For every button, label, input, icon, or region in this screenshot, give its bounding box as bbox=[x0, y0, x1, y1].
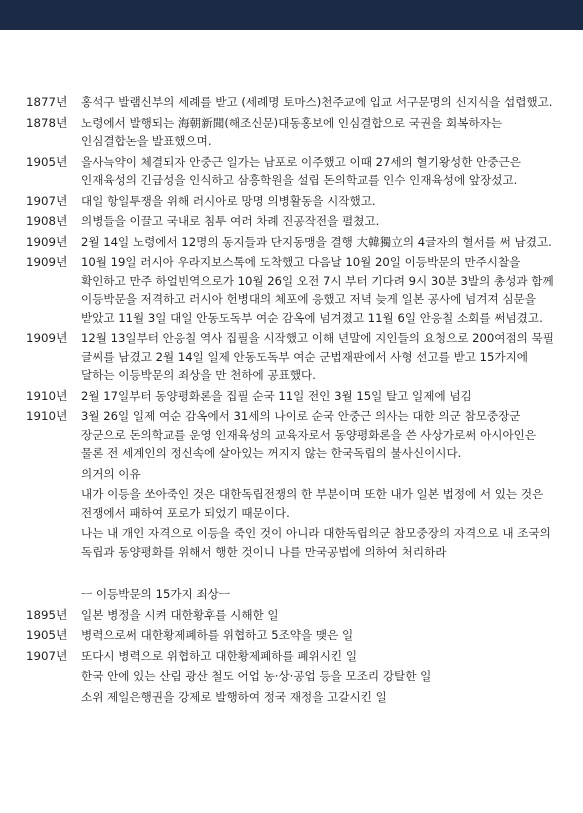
timeline-entry bbox=[26, 407, 558, 561]
entry-text-block bbox=[81, 407, 558, 561]
timeline-entry bbox=[26, 253, 558, 327]
entry-year: 1908년 bbox=[26, 214, 68, 228]
entry-text: 2월 14일 노령에서 12명의 동지들과 단지동맹을 결행 大韓獨立의 4글자의 혈서를 써 남겼고. bbox=[81, 234, 552, 249]
crimes-section bbox=[26, 585, 558, 706]
entry-text: 10월 19일 러시아 우라지보스톡에 도착했고 다음날 10월 20일 이등박문의 만주시찰을 확인하고 만주 하얼빈역으로가 10월 26일 오전 7시 부터 기다려 9시 30분 3발의 총성과 함께 이등박문을 저격하고 러시아 헌병대의 체포에 응했고 저녁 늦게 일본 공사에 넘겨져 심문을 받았고 11월 3일 대일 안동도독부 여순 감옥에 넘겨졌고 11월 6일 안응칠 소회를 써넘겼고. bbox=[81, 255, 554, 325]
entry-text: 대일 항일투쟁을 위해 러시아로 망명 의병활동을 시작했고. bbox=[81, 193, 376, 208]
crime-text: 소위 제일은행권을 강제로 발행하여 정국 재정을 고갈시킨 일 bbox=[81, 689, 387, 704]
top-header-bar bbox=[0, 0, 583, 30]
entry-year: 1910년 bbox=[26, 388, 68, 403]
entry-year: 1907년 bbox=[26, 193, 68, 208]
entry-year: 1878년 bbox=[26, 115, 68, 130]
timeline-entry bbox=[26, 212, 558, 231]
timeline-entry bbox=[26, 233, 558, 252]
crimes-heading: ㅡ 이등박문의 15가지 죄상ㅡ bbox=[81, 587, 231, 601]
entry-year: 1910년 bbox=[26, 409, 68, 423]
reasons-heading: 의거의 이유 bbox=[81, 466, 141, 481]
timeline-entry bbox=[26, 153, 558, 190]
entry-year: 1909년 bbox=[26, 255, 68, 269]
crime-text: 일본 병정을 시켜 대한황후를 시해한 일 bbox=[81, 607, 279, 622]
section-gap bbox=[26, 563, 558, 585]
entry-text: 의병들을 이끌고 국내로 침투 여러 차례 진공작전을 펼쳤고. bbox=[81, 214, 380, 228]
timeline-entry bbox=[26, 192, 558, 211]
crime-text: 병력으로써 대한황제폐하를 위협하고 5조약을 맺은 일 bbox=[81, 628, 354, 642]
entry-text: 3월 26일 일제 여순 감옥에서 31세의 나이로 순국 안중근 의사는 대한 의군 참모중장군 장군으로 돈의학교를 운영 인재육성의 교육자로서 동양평화론을 쓴 사상가로써 아시아인은 물론 전 세계인의 정신속에 살아있는 꺼지지 않는 한국독립의 불사신이시다. bbox=[81, 409, 537, 460]
entry-text: 12월 13일부터 안응칠 역사 집필을 시작했고 이해 년말에 지인들의 요청으로 200여점의 묵필 글씨를 남겼고 2월 14일 일제 안동도독부 여순 군법재판에서 사형 선고를 받고 15가지에 달하는 이등박문의 죄상을 만 천하에 공표했다. bbox=[81, 331, 554, 382]
crime-text: 또다시 병력으로 위협하고 대한황제폐하를 폐위시킨 일 bbox=[81, 648, 358, 663]
crime-item bbox=[26, 626, 558, 645]
crime-text: 한국 안에 있는 산림 광산 철도 어업 농·상·공업 등을 모조리 강탈한 일 bbox=[81, 669, 432, 683]
timeline-entry bbox=[26, 387, 558, 406]
entry-text: 을사늑약이 체결되자 안중근 일가는 남포로 이주했고 이때 27세의 혈기왕성한 안중근은 인재육성의 긴급성을 인식하고 삼흥학원을 설립 돈의학교를 인수 인재육성에 앞장섰고. bbox=[81, 154, 521, 187]
entry-text: 홍석구 발램신부의 세례를 받고 (세례명 토마스)천주교에 입교 서구문명의 신지식을 섭렵했고. bbox=[81, 95, 553, 109]
timeline-entry bbox=[26, 329, 558, 385]
crime-year: 1895년 bbox=[26, 607, 68, 622]
crime-item bbox=[26, 606, 558, 625]
timeline-entry bbox=[26, 114, 558, 151]
crime-item bbox=[26, 647, 558, 666]
timeline-list bbox=[26, 93, 558, 561]
crime-year: 1907년 bbox=[26, 648, 68, 663]
entry-year: 1909년 bbox=[26, 234, 68, 249]
document-body bbox=[26, 93, 558, 708]
entry-year: 1877년 bbox=[26, 95, 68, 109]
reason-line: 내가 이등을 쏘아죽인 것은 대한독립전쟁의 한 부분이며 또한 내가 일본 법정에 서 있는 것은 전쟁에서 패하여 포로가 되었기 때문이다. bbox=[81, 487, 544, 520]
reason-line: 나는 내 개인 자격으로 이등을 죽인 것이 아니라 대한독립의군 참모중장의 자격으로 내 조국의 독립과 동양평화를 위해서 행한 것이니 나를 만국공법에 의하여 처리하라 bbox=[81, 526, 551, 559]
entry-year: 1905년 bbox=[26, 154, 68, 169]
entry-year: 1909년 bbox=[26, 331, 68, 345]
timeline-entry bbox=[26, 93, 558, 112]
entry-text: 노령에서 발행되는 海朝新聞(해조신문)대동홍보에 인심결합으로 국권을 회복하자는 인심결합논을 발표했으며. bbox=[81, 115, 503, 148]
crime-year: 1905년 bbox=[26, 628, 68, 642]
crime-item bbox=[26, 667, 558, 686]
entry-text: 2월 17일부터 동양평화론을 집필 순국 11일 전인 3월 15일 탈고 일제에 넘김 bbox=[81, 388, 472, 403]
crime-item bbox=[26, 688, 558, 707]
